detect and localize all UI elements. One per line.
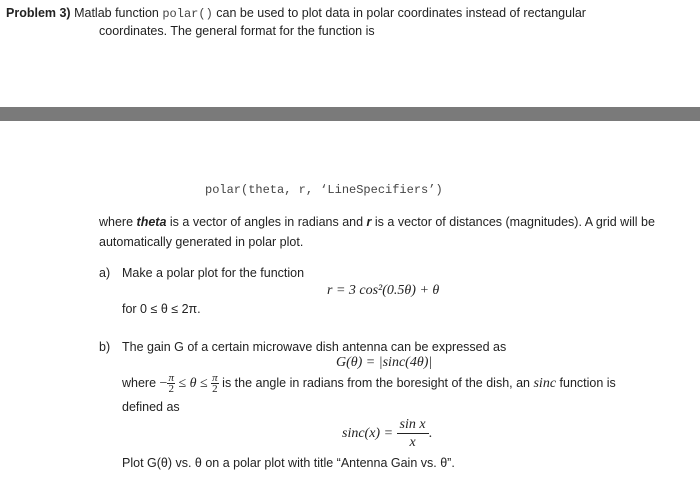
description-line-1 — [99, 215, 655, 229]
part-b-equation: G(θ) = |sinc(4θ)| — [336, 355, 433, 370]
theta-term: theta — [136, 215, 167, 229]
sinc-definition: sinc(x) = $\frac{\text{sin x}}{x}$ . — [342, 417, 433, 450]
function-name: polar() — [162, 7, 213, 21]
description-end: is a vector of distances (magnitudes). A grid will be — [374, 215, 655, 229]
description-mid: is a vector of angles in radians and — [169, 215, 364, 229]
intro-line-2: coordinates. The general format for the function is — [99, 24, 375, 38]
intro-text-a: Matlab function — [74, 6, 159, 20]
part-a-text: Make a polar plot for the function — [122, 266, 305, 280]
part-a-range: for 0 ≤ θ ≤ 2π. — [122, 302, 201, 316]
part-a-equation: r = 3 cos²(0.5θ) + θ — [327, 283, 440, 298]
where-rest: is the angle in radians from the boresight of the dish, an — [222, 375, 530, 390]
sinc-lhs: sinc(x) = — [342, 425, 394, 441]
where-end: function is — [559, 375, 616, 390]
where-word: where — [122, 375, 157, 390]
pi-over-two: $\frac{\pi}{2}$ — [212, 372, 218, 395]
theta-inequality: ≤ θ ≤ — [178, 375, 208, 391]
sinc-word: sinc — [533, 375, 557, 391]
part-b-defined: defined as — [122, 400, 180, 414]
part-b-where-line: where − $\frac{\pi}{2}$ ≤ θ ≤ $\frac{\pi}{2}$ is the angle in radians from the boresight of the dish, an sinc function is — [122, 372, 616, 395]
description-line-2: automatically generated in polar plot. — [99, 235, 304, 249]
part-b-plot-instruction: Plot G(θ) vs. θ on a polar plot with title “Antenna Gain vs. θ”. — [122, 456, 455, 470]
intro-line-1 — [6, 6, 586, 21]
part-b-label: b) — [99, 340, 111, 354]
part-a-label: a) — [99, 266, 111, 280]
intro-text-b: can be used to plot data in polar coordinates instead of rectangular — [216, 6, 586, 20]
description-where: where — [99, 215, 134, 229]
problem-heading: Problem 3) — [6, 6, 71, 20]
neg-pi-over-two: $\frac{\pi}{2}$ — [168, 372, 174, 395]
sinc-fraction: $\frac{\text{sin x}}{x}$ — [397, 416, 429, 451]
r-term: r — [366, 215, 372, 229]
divider-bar — [0, 107, 700, 121]
syntax-line: polar(theta, r, ‘LineSpecifiers’) — [205, 183, 443, 197]
part-b-text: The gain G of a certain microwave dish antenna can be expressed as — [122, 340, 507, 354]
